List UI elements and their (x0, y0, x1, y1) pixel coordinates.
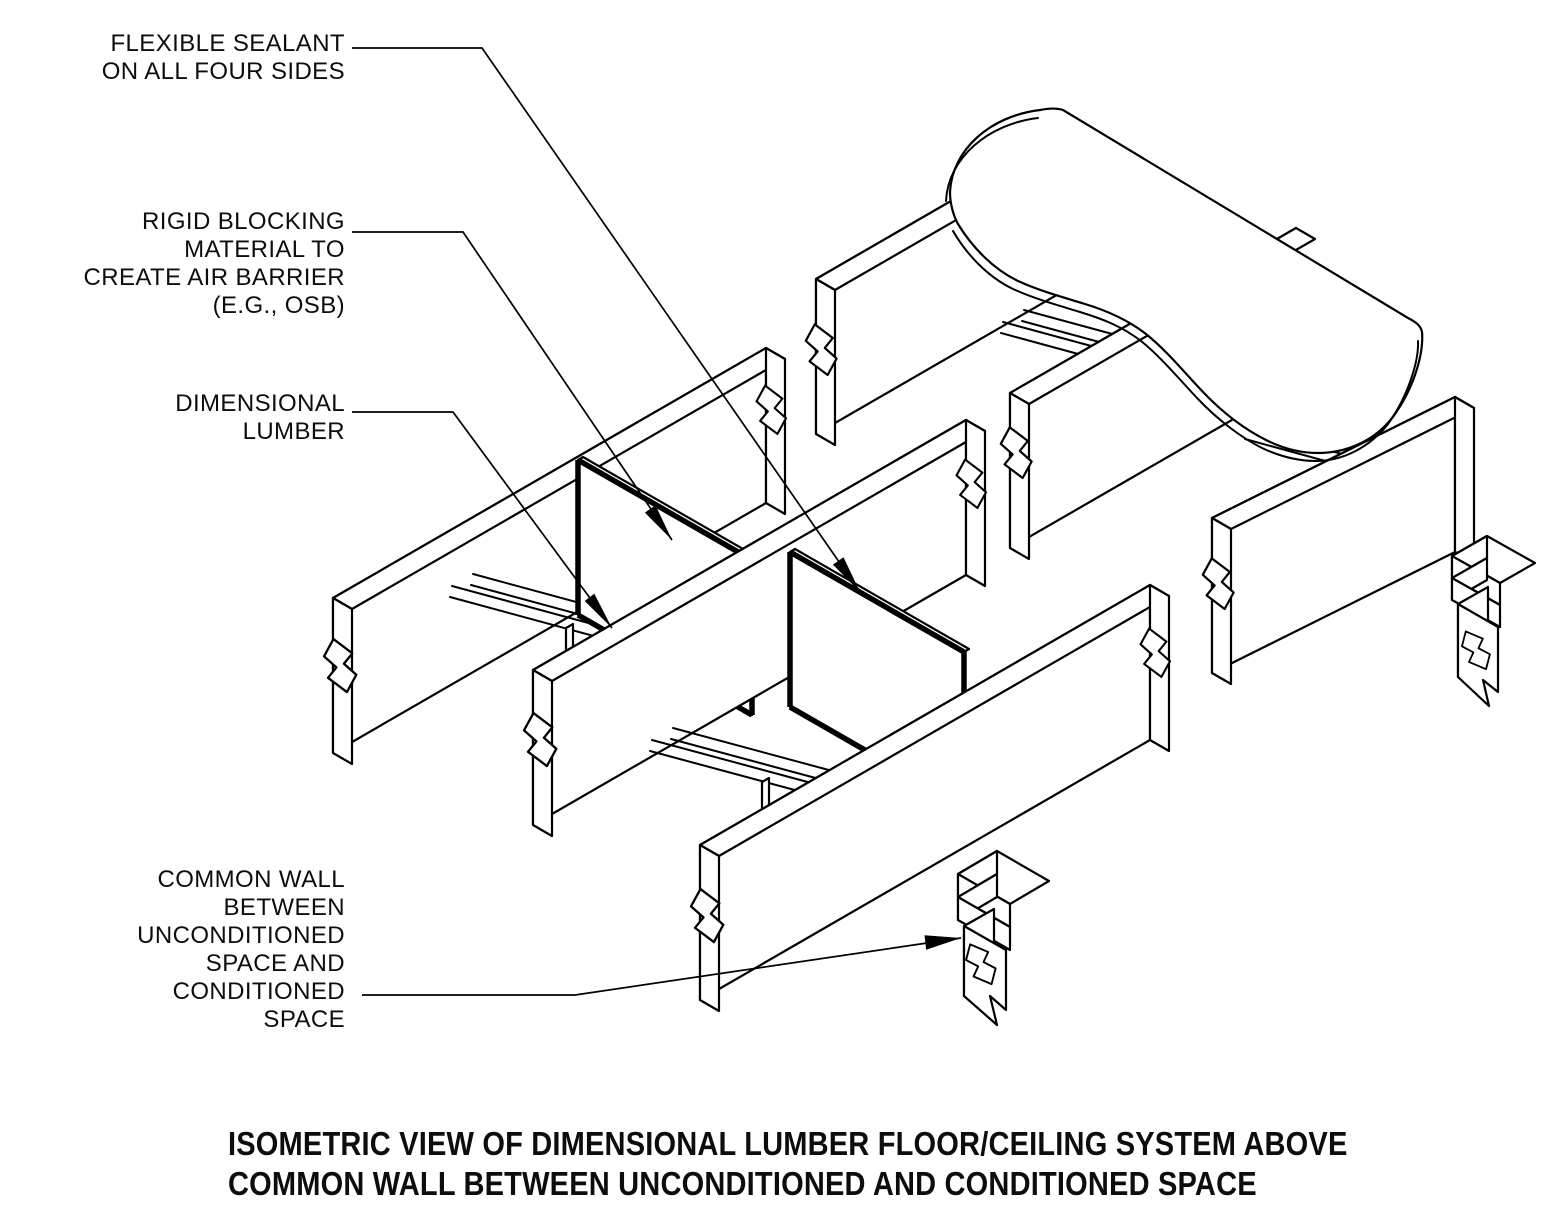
label-line: RIGID BLOCKING (142, 208, 345, 235)
common-wall-stub (958, 851, 1049, 1025)
label-line: COMMON WALL (157, 866, 345, 893)
label-dimensional-lumber (175, 390, 345, 446)
label-line: FLEXIBLE SEALANT (110, 30, 345, 57)
figure-caption (228, 1124, 1347, 1204)
background-wall-stub (1452, 536, 1535, 706)
label-line: SPACE AND (205, 950, 345, 977)
caption-line: ISOMETRIC VIEW OF DIMENSIONAL LUMBER FLOOR/CEILING SYSTEM ABOVE (228, 1125, 1348, 1162)
caption-line: COMMON WALL BETWEEN UNCONDITIONED AND CONDITIONED SPACE (228, 1165, 1257, 1202)
label-line: CONDITIONED (172, 978, 345, 1005)
leader-common-wall (362, 935, 961, 995)
label-rigid-blocking (84, 208, 345, 320)
label-line: SPACE (263, 1006, 345, 1033)
label-line: MATERIAL TO (184, 236, 345, 263)
arrowhead (925, 935, 962, 950)
label-line: BETWEEN (223, 894, 345, 921)
label-flexible-sealant (102, 30, 345, 86)
label-line: (E.G., OSB) (212, 292, 345, 319)
label-line: ON ALL FOUR SIDES (101, 58, 345, 85)
label-line: LUMBER (242, 418, 345, 445)
label-line: UNCONDITIONED (137, 922, 345, 949)
label-line: DIMENSIONAL (175, 390, 345, 417)
label-line: CREATE AIR BARRIER (83, 264, 345, 291)
label-common-wall (137, 866, 345, 1034)
